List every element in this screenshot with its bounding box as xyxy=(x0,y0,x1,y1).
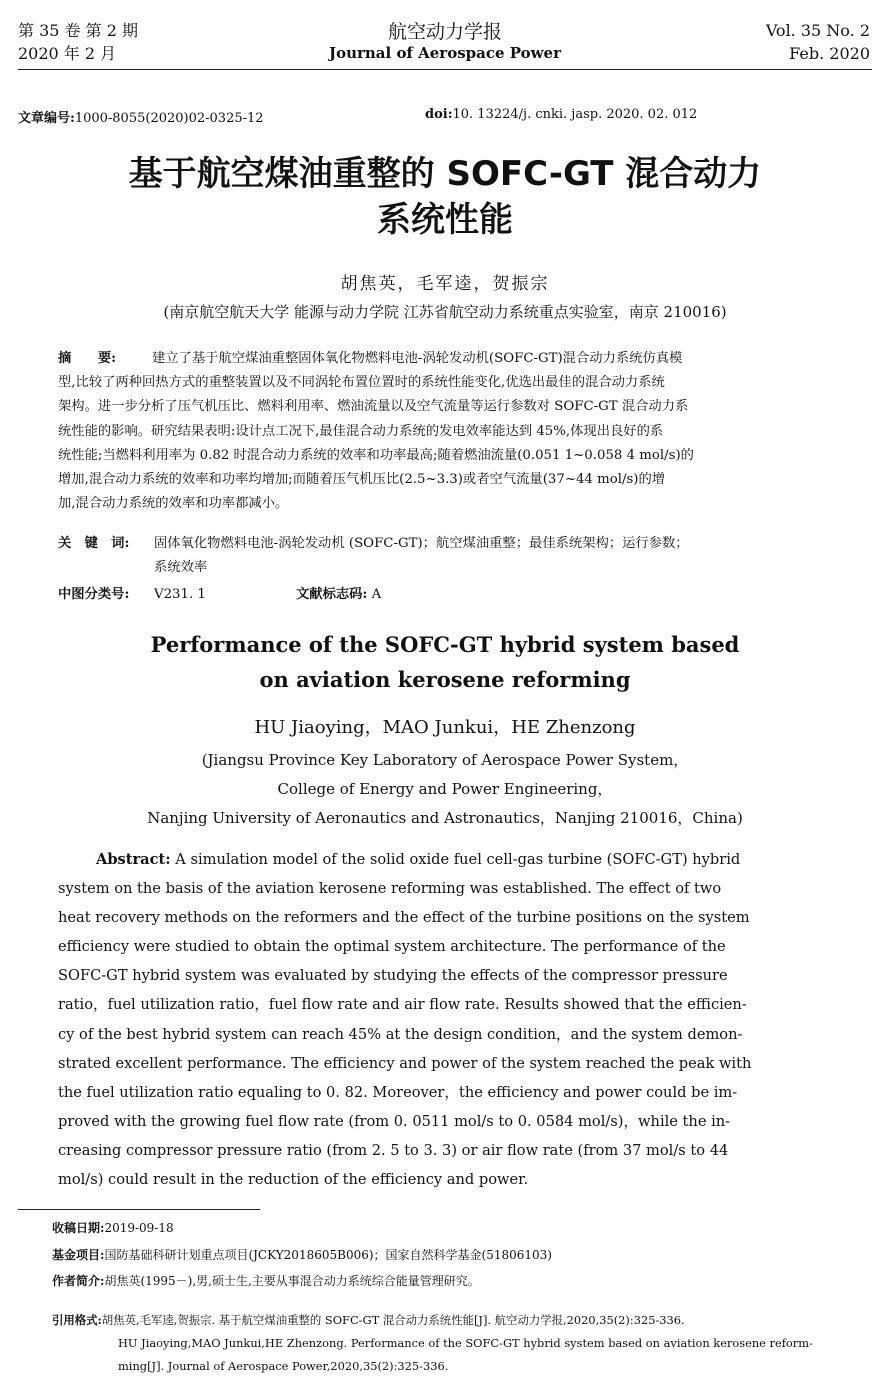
cn-clc xyxy=(58,584,206,606)
en-abstract-line: SOFC-GT hybrid system was evaluated by studying the effects of the compressor pressure xyxy=(58,967,728,985)
en-abstract-line: system on the basis of the aviation kerosene reforming was established. The effect of two xyxy=(58,880,722,898)
fn-citation-line1: 胡焦英,毛军逵,贺振宗. 基于航空煤油重整的 SOFC-GT 混合动力系统性能[J]. 航空动力学报,2020,35(2):325-336. xyxy=(101,1313,685,1327)
cn-keywords xyxy=(58,532,689,556)
en-abstract-line: the fuel utilization ratio equaling to 0. 82. Moreover，the efficiency and power could be im- xyxy=(58,1083,738,1101)
cn-doc-code-label: 文献标志码: xyxy=(296,587,368,602)
cn-abstract-line: 架构。进一步分析了压气机压比、燃料利用率、燃油流量以及空气流量等运行参数对 SOFC-GT 混合动力系 xyxy=(58,399,689,415)
cn-doc-code xyxy=(296,584,381,606)
en-abstract-line: ratio，fuel utilization ratio，fuel flow rate and air flow rate. Results showed that the efficien- xyxy=(58,996,747,1014)
fn-fund-label: 基金项目: xyxy=(52,1248,105,1262)
cn-abstract-line: 型,比较了两种回热方式的重整装置以及不同涡轮布置位置时的系统性能变化,优选出最佳的混合动力系统 xyxy=(58,375,665,391)
doi xyxy=(425,107,697,122)
cn-keywords-text: 固体氧化物燃料电池-涡轮发动机 (SOFC-GT)；航空煤油重整；最佳系统架构；运行参数； xyxy=(154,536,689,551)
footnote-rule xyxy=(18,1209,260,1210)
header-journal-cn: 航空动力学报 xyxy=(387,21,502,43)
cn-abstract-line: 加,混合动力系统的效率和功率都减小。 xyxy=(58,496,289,512)
cn-keywords-line2: 系统效率 xyxy=(154,560,208,575)
fn-citation-line2: HU Jiaoying,MAO Junkui,HE Zhenzong. Performance of the SOFC-GT hybrid system based on aviation kerosene reform- xyxy=(118,1336,813,1350)
en-affiliation-line1: (Jiangsu Province Key Laboratory of Aerospace Power System， xyxy=(201,751,689,769)
fn-received-value: 2019-09-18 xyxy=(104,1221,174,1235)
cn-authors: 胡焦英，毛军逵，贺振宗 xyxy=(340,274,550,294)
en-abstract-line: proved with the growing fuel flow rate (from 0. 0511 mol/s to 0. 0584 mol/s)，while the in- xyxy=(58,1112,731,1130)
en-abstract-line: strated excellent performance. The efficiency and power of the system reached the peak with xyxy=(58,1054,752,1072)
en-title-line1: Performance of the SOFC-GT hybrid system based xyxy=(150,632,740,657)
cn-clc-label: 中图分类号: xyxy=(58,587,130,602)
header-vol-no: Vol. 35 No. 2 xyxy=(765,21,870,40)
fn-citation xyxy=(52,1310,685,1330)
cn-affiliation: (南京航空航天大学 能源与动力学院 江苏省航空动力系统重点实验室，南京 210016) xyxy=(163,303,727,321)
en-title-line2: on aviation kerosene reforming xyxy=(259,667,631,692)
en-affiliation-line2: College of Energy and Power Engineering， xyxy=(277,780,613,798)
article-number-label: 文章编号: xyxy=(18,111,75,126)
fn-fund xyxy=(52,1246,552,1264)
en-abstract-label: Abstract: xyxy=(96,851,171,868)
cn-title-line2: 系统性能 xyxy=(377,200,513,240)
cn-abstract-label: 摘 要: xyxy=(58,351,117,366)
header-journal-en: Journal of Aerospace Power xyxy=(328,44,562,62)
fn-citation-label: 引用格式: xyxy=(52,1313,102,1327)
article-number-value: 1000-8055(2020)02-0325-12 xyxy=(74,111,264,126)
en-affiliation-line3: Nanjing University of Aeronautics and Astronautics，Nanjing 210016，China) xyxy=(147,809,743,827)
en-abstract-line: A simulation model of the solid oxide fuel cell-gas turbine (SOFC-GT) hybrid xyxy=(175,851,741,868)
header-rule xyxy=(18,69,872,70)
cn-doc-code-value: A xyxy=(371,587,382,602)
fn-author-label: 作者简介: xyxy=(52,1274,105,1288)
cn-abstract xyxy=(58,347,834,516)
fn-received-label: 收稿日期: xyxy=(52,1221,105,1235)
en-abstract-line: cy of the best hybrid system can reach 45% at the design condition，and the system demon- xyxy=(58,1025,743,1043)
article-number xyxy=(18,107,264,126)
header-volume-issue: 第 35 卷 第 2 期 xyxy=(18,21,138,40)
en-abstract xyxy=(58,845,832,1194)
en-authors: HU Jiaoying，MAO Junkui，HE Zhenzong xyxy=(254,717,636,738)
doi-label: doi: xyxy=(425,107,453,122)
en-abstract-line: heat recovery methods on the reformers and the effect of the turbine positions on the system xyxy=(58,909,750,927)
fn-citation-line3: ming[J]. Journal of Aerospace Power,2020,35(2):325-336. xyxy=(118,1359,449,1373)
fn-author-value: 胡焦英(1995－),男,硕士生,主要从事混合动力系统综合能量管理研究。 xyxy=(104,1274,480,1288)
header-month: Feb. 2020 xyxy=(789,44,870,63)
cn-title-line1: 基于航空煤油重整的 SOFC-GT 混合动力 xyxy=(128,154,762,194)
fn-fund-value: 国防基础科研计划重点项目(JCKY2018605B006)；国家自然科学基金(51806103) xyxy=(104,1248,552,1262)
cn-abstract-line: 统性能;当燃料利用率为 0.82 时混合动力系统的效率和功率最高;随着燃油流量(0.051 1~0.058 4 mol/s)的 xyxy=(58,447,694,463)
cn-keywords-label: 关 键 词: xyxy=(58,536,130,551)
cn-clc-value: V231. 1 xyxy=(154,587,206,602)
en-abstract-line: creasing compressor pressure ratio (from 2. 5 to 3. 3) or air flow rate (from 37 mol/s to 44 xyxy=(58,1141,729,1159)
header-date: 2020 年 2 月 xyxy=(18,44,117,63)
en-abstract-line: efficiency were studied to obtain the optimal system architecture. The performance of the xyxy=(58,938,726,956)
cn-abstract-line: 统性能的影响。研究结果表明:设计点工况下,最佳混合动力系统的发电效率能达到 45%,体现出良好的系 xyxy=(58,423,664,439)
doi-value: 10. 13224/j. cnki. jasp. 2020. 02. 012 xyxy=(452,107,698,122)
cn-abstract-line: 增加,混合动力系统的效率和功率均增加;而随着压气机压比(2.5~3.3)或者空气流量(37~44 mol/s)的增 xyxy=(58,472,666,488)
en-abstract-line: mol/s) could result in the reduction of the efficiency and power. xyxy=(58,1171,529,1189)
fn-author xyxy=(52,1272,480,1290)
cn-abstract-line: 建立了基于航空煤油重整固体氧化物燃料电池-涡轮发动机(SOFC-GT)混合动力系统仿真模 xyxy=(152,351,683,366)
fn-received xyxy=(52,1219,174,1237)
